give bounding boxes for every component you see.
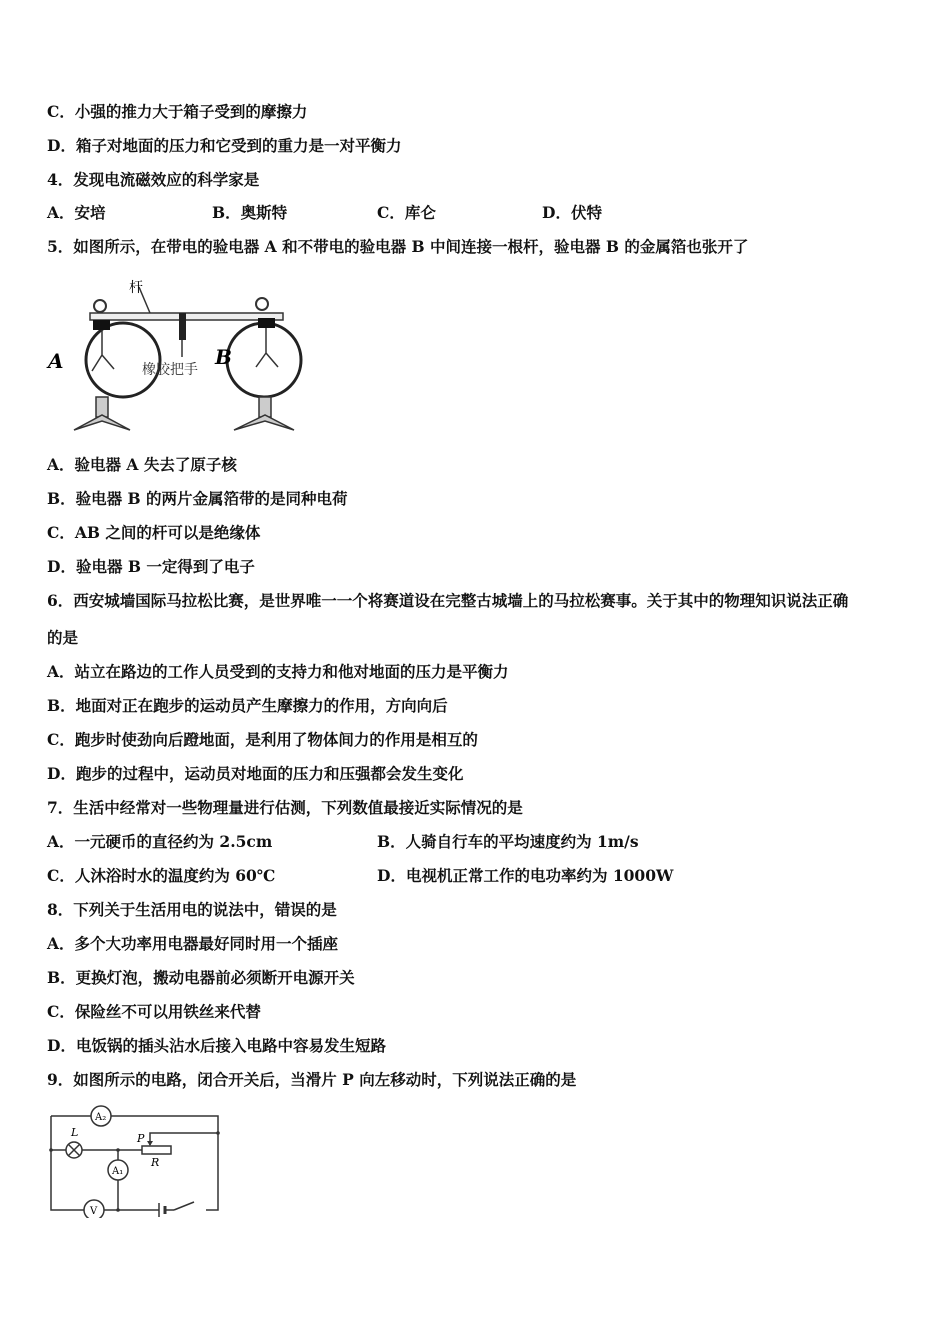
lamp-label: L [71,1126,79,1139]
q8-option-b: B．更换灯泡，搬动电器前必须断开电源开关 [47,968,355,987]
q8-option-c: C．保险丝不可以用铁丝来代替 [47,1002,261,1021]
q9-stem: 9．如图所示的电路，闭合开关后，当滑片 P 向左移动时，下列说法正确的是 [47,1070,577,1089]
ammeter-a1-label: A₁ [112,1166,124,1177]
q8-stem: 8．下列关于生活用电的说法中，错误的是 [47,900,337,919]
q6-stem-line1: 6．西安城墙国际马拉松比赛，是世界唯一一个将赛道设在完整古城墙上的马拉松赛事。关于其中的物理知识说法正确 [47,591,849,610]
q5-option-b: B．验电器 B 的两片金属箔带的是同种电荷 [47,489,348,508]
q3-option-d: D．箱子对地面的压力和它受到的重力是一对平衡力 [47,136,402,155]
q4-option-c: C．库仑 [377,203,436,222]
handle-label: 橡胶把手 [142,362,198,378]
ammeter-a2-label: A₂ [95,1112,107,1123]
slider-label: P [137,1132,145,1145]
q7-option-c: C．人沐浴时水的温度约为 60℃ [47,866,276,885]
q5-option-d: D．验电器 B 一定得到了电子 [47,557,255,576]
q8-option-a: A．多个大功率用电器最好同时用一个插座 [47,934,339,953]
q6-option-d: D．跑步的过程中，运动员对地面的压力和压强都会发生变化 [47,764,464,783]
q6-option-a: A．站立在路边的工作人员受到的支持力和他对地面的压力是平衡力 [47,662,509,681]
q4-option-a: A．安培 [47,203,106,222]
voltmeter-label: V [90,1206,98,1217]
q4-stem: 4．发现电流磁效应的科学家是 [47,170,260,189]
q6-option-b: B．地面对正在跑步的运动员产生摩擦力的作用，方向向后 [47,696,448,715]
q7-option-a: A．一元硬币的直径约为 2.5cm [47,832,273,851]
q4-option-d: D．伏特 [542,203,602,222]
electroscope-a-label: A [48,349,64,373]
q5-stem: 5．如图所示，在带电的验电器 A 和不带电的验电器 B 中间连接一根杆，验电器 B 的金属箔也张开了 [47,237,749,256]
q6-stem-line2: 的是 [47,628,79,647]
q7-option-d: D．电视机正常工作的电功率约为 1000W [377,866,674,885]
rod-label: 杆 [129,280,143,296]
q5-option-a: A．验电器 A 失去了原子核 [47,455,237,474]
electroscope-b-label: B [215,345,232,369]
q3-option-c: C．小强的推力大于箱子受到的摩擦力 [47,102,308,121]
q6-option-c: C．跑步时使劲向后蹬地面，是利用了物体间力的作用是相互的 [47,730,478,749]
q5-option-c: C．AB 之间的杆可以是绝缘体 [47,523,261,542]
circuit-figure [44,1103,224,1218]
q4-option-b: B．奥斯特 [212,203,288,222]
q7-option-b: B．人骑自行车的平均速度约为 1m/s [377,832,639,851]
electroscope-figure [44,275,309,435]
q7-stem: 7．生活中经常对一些物理量进行估测，下列数值最接近实际情况的是 [47,798,523,817]
resistor-label: R [151,1156,160,1169]
q8-option-d: D．电饭锅的插头沾水后接入电路中容易发生短路 [47,1036,386,1055]
